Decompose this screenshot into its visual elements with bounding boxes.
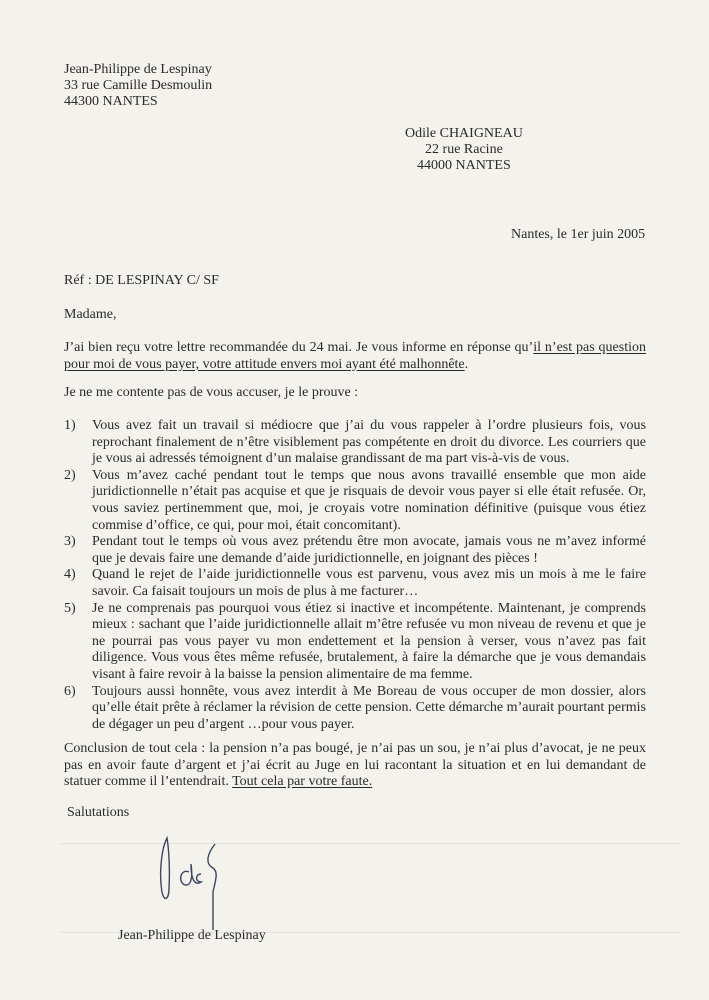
list-item-number: 2) (64, 467, 76, 483)
list-item-text: Vous avez fait un travail si médiocre que j’ai du vous rappeler à l’ordre plusieurs fois, vous reprochant finalement de n’être visiblement pas compétente en droit du divorce. Les courriers que je vous ai adressés témoignent d’un malaise grandissant de ma part vis-à-vis de vous. (92, 418, 646, 467)
sender-city: 44300 NANTES (64, 94, 158, 109)
list-item-number: 1) (64, 418, 76, 433)
paragraph-intro-end: . (464, 356, 469, 372)
paragraph-intro (64, 340, 646, 373)
salutation: Madame, (64, 307, 117, 322)
paragraph-accusation: Je ne me contente pas de vous accuser, je le prouve : (64, 385, 359, 400)
list-item (64, 684, 646, 734)
reference-line: Réf : DE LESPINAY C/ SF (64, 273, 219, 288)
sender-street: 33 rue Camille Desmoulin (64, 78, 213, 93)
conclusion-text: Conclusion de tout cela : la pension n’a pas bougé, je n’ai pas un sou, je n’ai plus d’avocat, je ne peux pas en avoir faute d’argent et j’ai écrit au Juge en lui racontant la situation et en lui demandant de statuer comme il l’entendrait. (64, 741, 646, 790)
list-item-number: 3) (64, 534, 76, 550)
conclusion-underlined: Tout cela par votre faute. (232, 774, 373, 790)
paragraph-intro-text: J’ai bien reçu votre lettre recommandée du 24 mai. Je vous informe en réponse qu’ (64, 340, 534, 355)
letter-date: Nantes, le 1er juin 2005 (511, 227, 646, 242)
sender-address (64, 62, 212, 110)
signature-name: Jean-Philippe de Lespinay (118, 928, 266, 943)
list-item (64, 468, 646, 534)
list-item-number: 5) (64, 600, 76, 616)
list-item (64, 567, 646, 600)
handwritten-signature-icon (155, 830, 235, 930)
bleed-through-line (60, 843, 680, 844)
list-item-text: Je ne comprenais pas pourquoi vous étiez si inactive et incompétente. Maintenant, je comprends mieux : sachant que l’aide juridictionnelle allait m’être refusée vu mon niveau de revenu et que je ne pourrai pas vous payer vu mon endettement et la pension à verser, vous n’avez pas fait diligence. Vous vous êtes même refusée, brutalement, à faire la démarche que je vous demandais visant à faire revoir à la baisse la pension alimentaire de ma femme. (92, 600, 646, 682)
recipient-street: 22 rue Racine (425, 142, 503, 157)
points-list (64, 418, 646, 733)
list-item (64, 534, 646, 567)
recipient-city: 44000 NANTES (417, 158, 511, 173)
sender-name: Jean-Philippe de Lespinay (64, 62, 212, 77)
closing: Salutations (67, 805, 130, 820)
list-item (64, 418, 646, 468)
list-item-number: 4) (64, 567, 76, 583)
paragraph-intro-underlined: il n’est pas question pour moi de vous payer, votre attitude envers moi ayant été malhonnête (64, 340, 646, 372)
list-item (64, 601, 646, 684)
paragraph-conclusion (64, 741, 646, 791)
recipient-address (405, 126, 523, 174)
list-item-text: Vous m’avez caché pendant tout le temps que nous avons travaillé ensemble que mon aide juridictionnelle n’était pas acquise et que je risquais de devoir vous payer si elle était refusée. Or, vous saviez pertinemment que, moi, je croyais votre nomination définitive (puisque vous étiez commise d’office, ce qui, pour moi, était concomitant). (92, 467, 646, 533)
recipient-name: Odile CHAIGNEAU (405, 126, 523, 141)
list-item-text: Pendant tout le temps où vous avez prétendu être mon avocate, jamais vous ne m’avez informé que je devais faire une demande d’aide juridictionnelle, en joignant des pièces ! (92, 534, 646, 566)
list-item-text: Toujours aussi honnête, vous avez interdit à Me Boreau de vous occuper de mon dossier, alors qu’elle était prête à réclamer la révision de cette pension. Cette démarche m’aurait pourtant permis de dégager un peu d’argent …pour vous payer. (92, 683, 646, 732)
list-item-number: 6) (64, 683, 76, 699)
list-item-text: Quand le rejet de l’aide juridictionnelle vous est parvenu, vous avez mis un mois à me le faire savoir. Ca faisait toujours un mois de plus à me facturer… (92, 567, 646, 599)
